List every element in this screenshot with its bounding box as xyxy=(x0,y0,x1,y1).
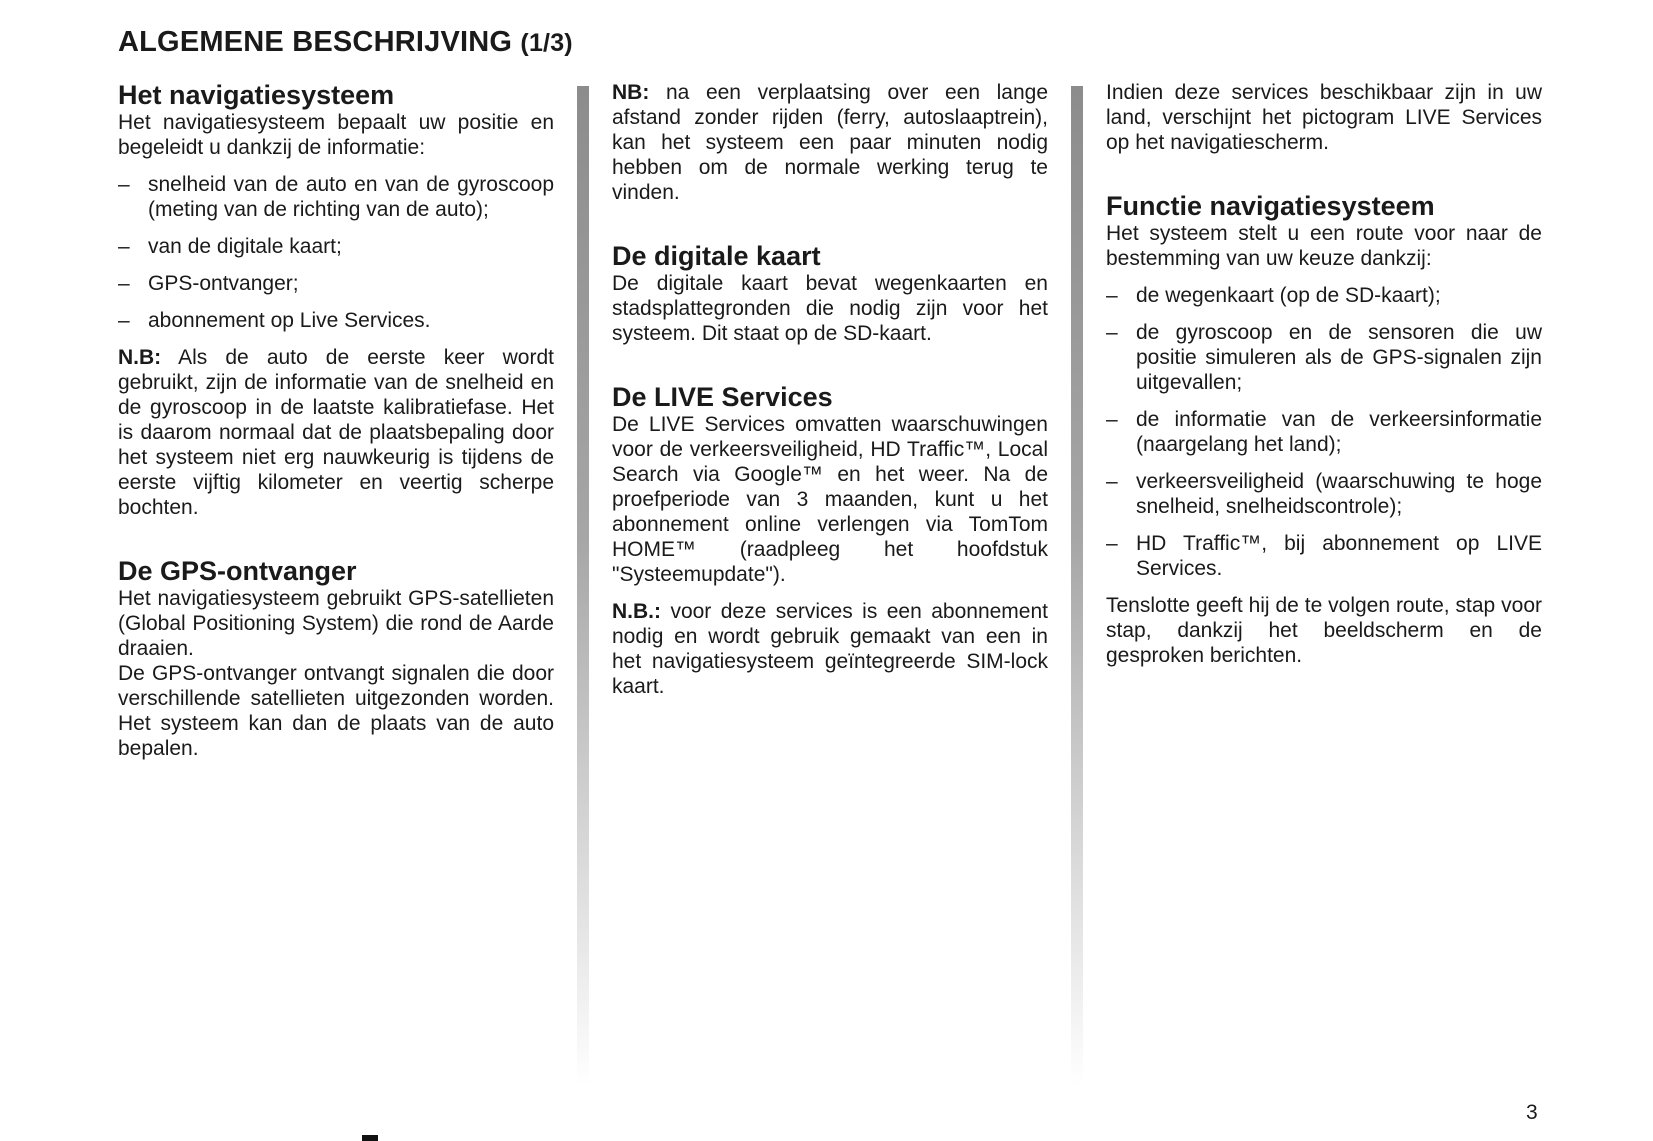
navigation-system-intro: Het navigatiesysteem bepaalt uw positie en begeleidt u dankzij de informatie: xyxy=(118,111,554,159)
column-3 xyxy=(1106,80,1542,668)
section-heading-live-services: De LIVE Services xyxy=(612,382,833,412)
list-item: – snelheid van de auto en van de gyroscoop (meting van de richting van de auto); xyxy=(118,173,554,221)
dash-bullet: – xyxy=(1106,408,1118,431)
live-services-text: De LIVE Services omvatten waarschuwingen voor de verkeersveiligheid, HD Traffic™, Local Search via Google™ en het weer. Na de proefperiode van 3 maanden, kunt u het abonnement online verlengen via TomTom HOME™ (raadpleeg het hoofdstuk "Systeemupdate"). xyxy=(612,413,1048,586)
list-item: – de wegenkaart (op de SD-kaart); xyxy=(1106,284,1441,307)
note-label: N.B: xyxy=(118,346,162,369)
page-title xyxy=(118,26,573,59)
column-2 xyxy=(612,80,1048,699)
section-heading-navigation-system: Het navigatiesysteem xyxy=(118,80,395,110)
column-1 xyxy=(118,80,554,761)
dash-bullet: – xyxy=(1106,321,1118,344)
list-item: – GPS-ontvanger; xyxy=(118,272,299,295)
list-item: – verkeersveiligheid (waarschuwing te hoge snelheid, snelheidscontrole); xyxy=(1106,470,1542,518)
navigation-function-intro: Het systeem stelt u een route voor naar de bestemming van uw keuze dankzij: xyxy=(1106,222,1542,270)
dash-bullet: – xyxy=(118,173,130,196)
digital-map-text: De digitale kaart bevat wegenkaarten en stadsplattegronden die nodig zijn voor het systeem. Dit staat op de SD-kaart. xyxy=(612,272,1048,345)
note-text: na een verplaatsing over een lange afstand zonder rijden (ferry, autoslaaptrein), kan het systeem een paar minuten nodig hebben om de normale werking terug te vinden. xyxy=(612,81,1049,204)
dash-bullet: – xyxy=(1106,470,1118,493)
page-title-main: ALGEMENE BESCHRIJVING xyxy=(118,26,513,58)
page-number: 3 xyxy=(1526,1101,1538,1124)
list-item: – van de digitale kaart; xyxy=(118,235,342,258)
list-item: – de informatie van de verkeersinformatie (naargelang het land); xyxy=(1106,408,1542,456)
navigation-closing-text: Tenslotte geeft hij de te volgen route, stap voor stap, dankzij het beeldscherm en de gesproken berichten. xyxy=(1106,594,1542,667)
gps-paragraph-2: De GPS-ontvanger ontvangt signalen die door verschillende satellieten uitgezonden worden. Het systeem kan dan de plaats van de auto bepalen. xyxy=(118,662,554,760)
navigation-info-list xyxy=(118,172,554,333)
dash-bullet: – xyxy=(1106,532,1118,555)
section-heading-navigation-function: Functie navigatiesysteem xyxy=(1106,191,1435,221)
column-divider xyxy=(577,86,589,1086)
page-title-part: (1/3) xyxy=(520,29,573,57)
list-item: – de gyroscoop en de sensoren die uw positie simuleren als de GPS-signalen zijn uitgevallen; xyxy=(1106,321,1542,394)
navigation-function-list xyxy=(1106,283,1542,581)
relocation-note xyxy=(612,80,1048,205)
section-heading-digital-map: De digitale kaart xyxy=(612,241,821,271)
subscription-note xyxy=(612,599,1048,699)
dash-bullet: – xyxy=(118,235,130,258)
dash-bullet: – xyxy=(1106,284,1118,307)
list-item: – abonnement op Live Services. xyxy=(118,309,431,332)
footer-mark xyxy=(362,1135,378,1141)
note-text: Als de auto de eerste keer wordt gebruikt, zijn de informatie van de snelheid en de gyroscoop in de laatste kalibratiefase. Het is daarom normaal dat de plaatsbepaling door het systeem niet erg nauwkeurig is tijdens de eerste vijftig kilometer en veertig scherpe bochten. xyxy=(118,346,554,519)
column-divider xyxy=(1071,86,1083,1086)
note-label: NB: xyxy=(612,81,650,104)
gps-paragraph-1: Het navigatiesysteem gebruikt GPS-satellieten (Global Positioning System) die rond de Aarde draaien. xyxy=(118,587,554,660)
note-label: N.B.: xyxy=(612,600,661,623)
live-services-availability: Indien deze services beschikbaar zijn in uw land, verschijnt het pictogram LIVE Services op het navigatiescherm. xyxy=(1106,81,1542,154)
note-text: voor deze services is een abonnement nodig en wordt gebruik gemaakt van een in het navigatiesysteem geïntegreerde SIM-lock kaart. xyxy=(612,600,1048,698)
list-item: – HD Traffic™, bij abonnement op LIVE Services. xyxy=(1106,532,1542,580)
dash-bullet: – xyxy=(118,272,130,295)
section-heading-gps-receiver: De GPS-ontvanger xyxy=(118,556,357,586)
dash-bullet: – xyxy=(118,309,130,332)
calibration-note xyxy=(118,345,554,520)
